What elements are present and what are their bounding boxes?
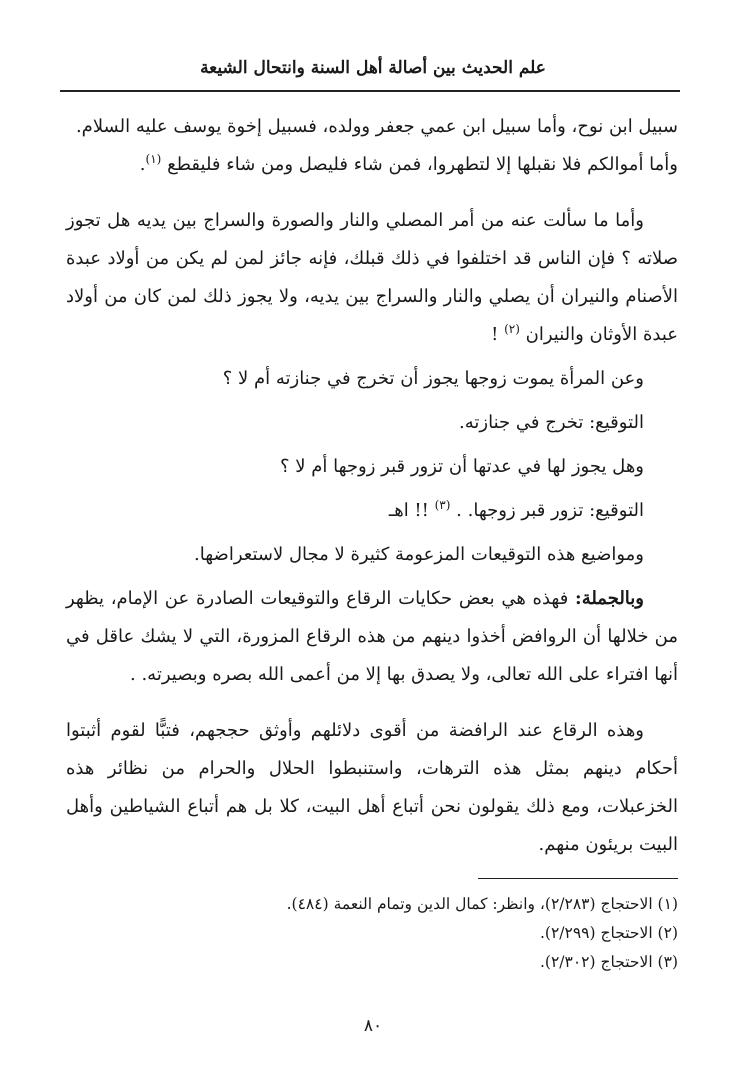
paragraph-8 [66,580,678,694]
paragraph-2-end: ! [491,324,505,345]
paragraph-8-text: فهذه هي بعض حكايات الرقاع والتوقيعات الصادرة عن الإمام، يظهر من خلالها أن الروافض أخذوا دينهم من هذه الرقاع المزورة، التي لا يشك عاقل في أنها افتراء على الله تعالى، ولا يصدق بها إلا من أعمى الله بصره وبصيرته. . [66,588,678,685]
main-text [66,108,678,864]
footnote-3: (٣) الاحتجاج (٢/٣٠٢). [540,953,678,971]
page-number: ٨٠ [363,1016,383,1036]
paragraph-1 [66,108,678,184]
paragraph-1-line-2: وأما أموالكم فلا نقبلها إلا لتطهروا، فمن شاء فليصل ومن شاء فليقطع [167,154,678,175]
paragraph-3: وعن المرأة يموت زوجها يجوز أن تخرج في جنازته أم لا ؟ [222,368,644,389]
paragraph-2 [66,202,678,354]
footnotes [66,890,678,977]
footnote-1: (١) الاحتجاج (٢/٢٨٣)، وانظر: كمال الدين وتمام النعمة (٤٨٤). [286,895,678,913]
paragraph-2-text: وأما ما سألت عنه من أمر المصلي والنار والصورة والسراج بين يديه هل تجوز صلاته ؟ فإن الناس قد اختلفوا في ذلك قبلك، فإنه جائز لمن لم يكن من أولاد عبدة الأصنام والنيران أن يصلي والنار والسراج بين يديه، ولا يجوز ذلك لمن كان من أولاد عبدة الأوثان والنيران [66,210,678,345]
paragraph-4: التوقيع: تخرج في جنازته. [459,412,644,433]
paragraph-6 [66,492,678,530]
paragraph-1-line-1: سبيل ابن نوح، وأما سبيل ابن عمي جعفر وولده، فسبيل إخوة يوسف عليه السلام. [75,116,678,137]
paragraph-9: وهذه الرقاع عند الرافضة من أقوى دلائلهم وأوثق حججهم، فتبًّا لقوم أثبتوا أحكام دينهم بمثل هذه الترهات، واستنبطوا الحلال والحرام من نظائر هذه الخزعبلات، ومع ذلك يقولون نحن أتباع أهل البيت، كلا بل هم أتباع الشياطين وأهل البيت بريئون منهم. [66,720,678,855]
footnote-divider [478,878,678,879]
paragraph-5: وهل يجوز لها في عدتها أن تزور قبر زوجها أم لا ؟ [280,456,644,477]
running-header-title: علم الحديث بين أصالة أهل السنة وانتحال الشيعة [200,58,546,78]
paragraph-8-lead: وبالجملة: [575,588,644,609]
paragraph-7: ومواضيع هذه التوقيعات المزعومة كثيرة لا مجال لاستعراضها. [194,544,644,565]
paragraph-1-end: . [139,154,146,175]
footnote-reference-1: (١) [145,152,162,166]
header-divider [60,90,680,92]
paragraph-6-end: !! اهـ [388,500,435,521]
footnote-reference-2: (٢) [504,322,520,336]
footnote-2: (٢) الاحتجاج (٢/٢٩٩). [540,924,678,942]
footnote-reference-3: (٣) [434,498,451,512]
paragraph-6-text: التوقيع: تزور قبر زوجها. . [456,500,644,521]
